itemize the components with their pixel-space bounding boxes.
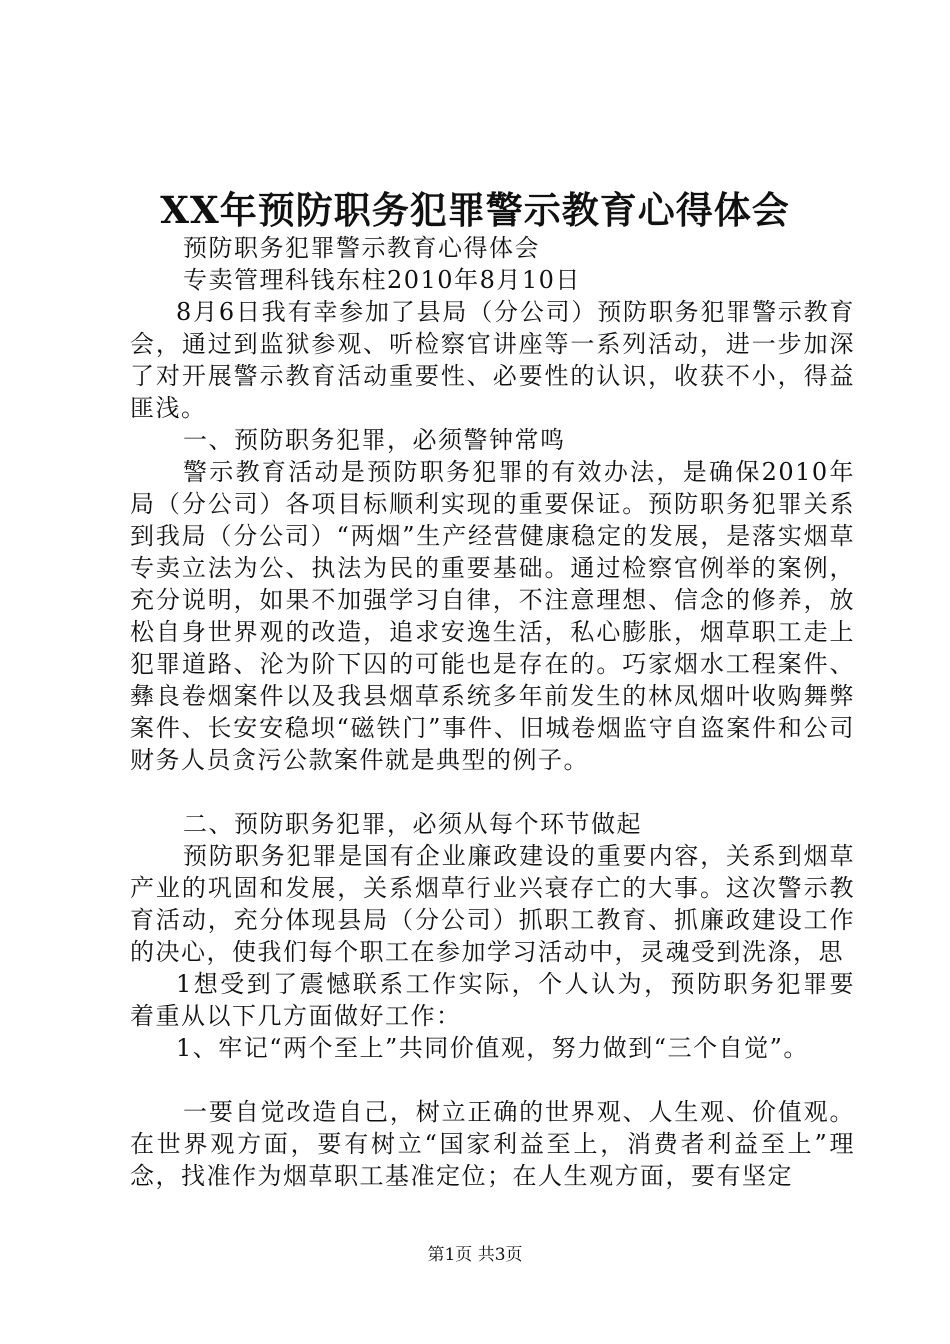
blank-line <box>130 776 855 808</box>
section-heading: 一、预防职务犯罪，必须警钟常鸣 <box>183 426 566 454</box>
page-footer: 第1页 共3页 <box>427 1245 523 1265</box>
blank-line <box>130 1064 855 1096</box>
paragraph: 1想受到了震憾联系工作实际，个人认为，预防职务犯罪要着重从以下几方面做好工作： <box>130 970 855 1030</box>
paragraph: 警示教育活动是预防职务犯罪的有效办法，是确保2010年局（分公司）各项目标顺利实现的重要保证。预防职务犯罪关系到我局（分公司）“两烟”生产经营健康稳定的发展，是落实烟草专卖立法为公、执法为民的重要基础。通过检察官例举的案例，充分说明，如果不加强学习自律，不注意理想、信念的修养，放松自身世界观的改造，追求安逸生活，私心膨胀，烟草职工走上犯罪道路、沦为阶下囚的可能也是存在的。巧家烟水工程案件、彝良卷烟案件以及我县烟草系统多年前发生的林凤烟叶收购舞弊案件、长安安稳坝“磁铁门”事件、旧城卷烟监守自盗案件和公司财务人员贪污公款案件就是典型的例子。 <box>130 458 855 774</box>
subtitle: 预防职务犯罪警示教育心得体会 <box>183 234 540 262</box>
document-body <box>130 232 855 1192</box>
author-line: 专卖管理科钱东柱2010年8月10日 <box>183 266 581 294</box>
section-heading: 二、预防职务犯罪，必须从每个环节做起 <box>183 810 642 838</box>
list-item: 1、牢记“两个至上”共同价值观，努力做到“三个自觉”。 <box>176 1034 809 1062</box>
paragraph: 8月6日我有幸参加了县局（分公司）预防职务犯罪警示教育会，通过到监狱参观、听检察官讲座等一系列活动，进一步加深了对开展警示教育活动重要性、必要性的认识，收获不小，得益匪浅。 <box>130 298 855 422</box>
paragraph: 一要自觉改造自己，树立正确的世界观、人生观、价值观。在世界观方面，要有树立“国家利益至上，消费者利益至上”理念，找准作为烟草职工基准定位；在人生观方面，要有坚定 <box>130 1098 855 1190</box>
document-title: XX年预防职务犯罪警示教育心得体会 <box>160 188 790 232</box>
paragraph: 预防职务犯罪是国有企业廉政建设的重要内容，关系到烟草产业的巩固和发展，关系烟草行业兴衰存亡的大事。这次警示教育活动，充分体现县局（分公司）抓职工教育、抓廉政建设工作的决心，使我们每个职工在参加学习活动中，灵魂受到洗涤，思 <box>130 842 855 966</box>
